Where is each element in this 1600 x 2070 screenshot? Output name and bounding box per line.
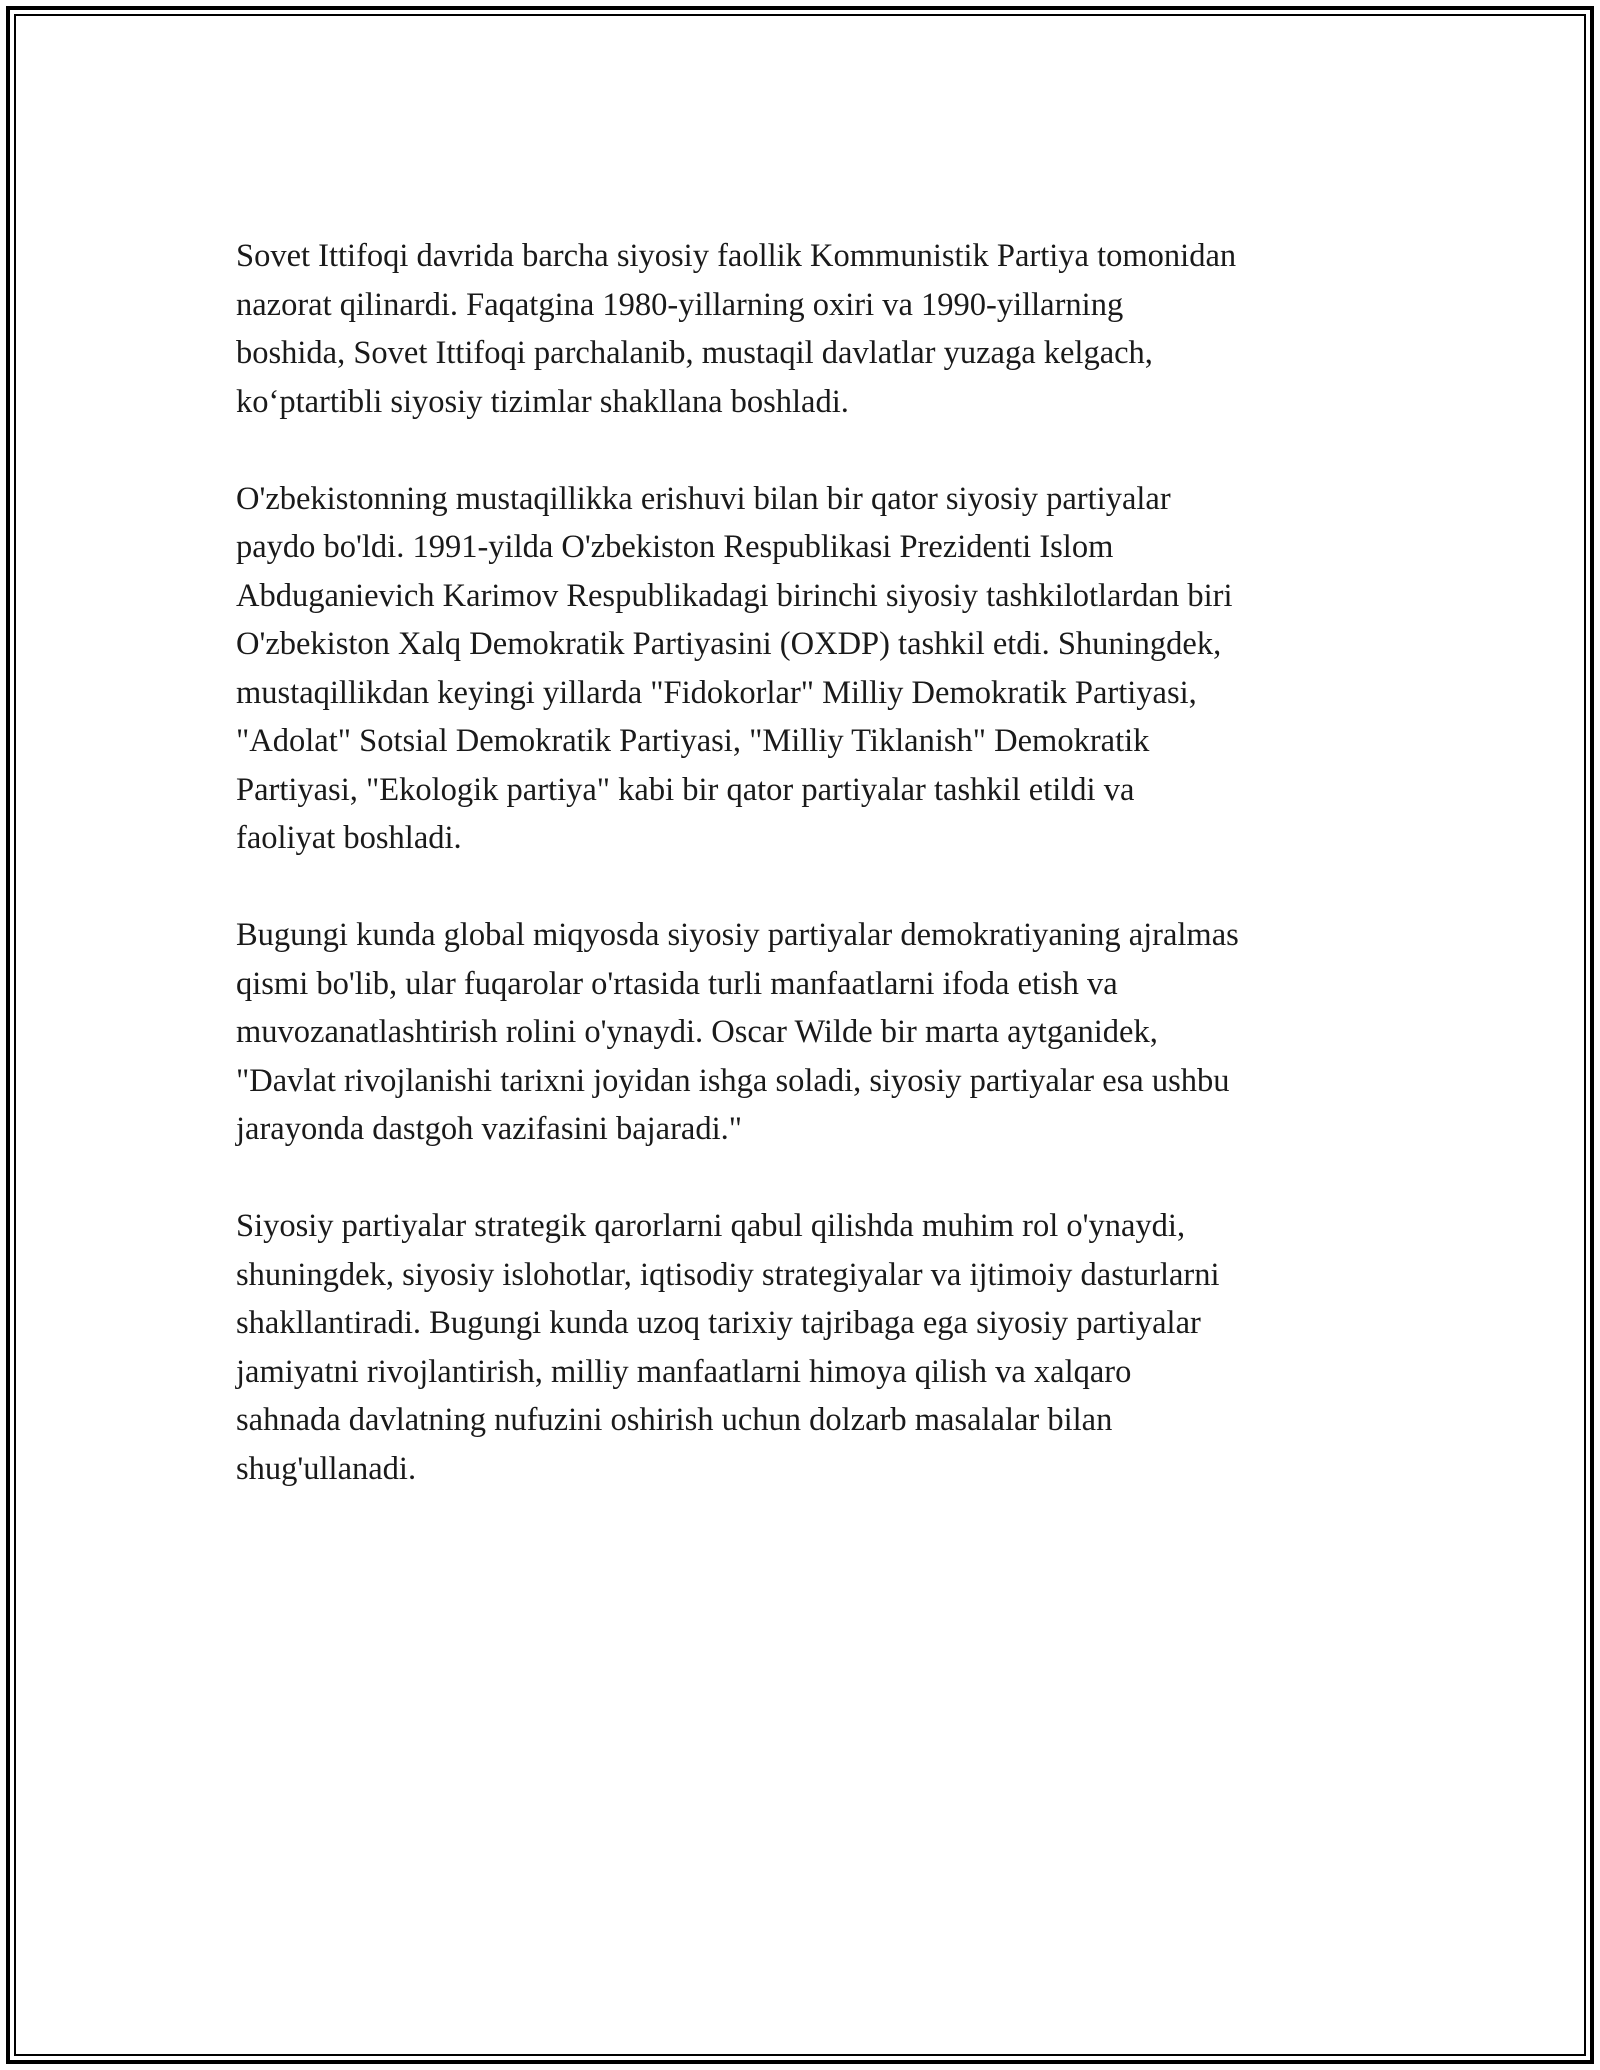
text-line: paydo bo'ldi. 1991-yilda O'zbekiston Respublikasi Prezidenti Islom: [236, 529, 1114, 565]
text-line: nazorat qilinardi. Faqatgina 1980-yillarning oxiri va 1990-yillarning: [236, 286, 1124, 323]
text-line: shuningdek, siyosiy islohotlar, iqtisodiy strategiyalar va ijtimoiy dasturlarni: [236, 1256, 1220, 1293]
text-line: jamiyatni rivojlantirish, milliy manfaatlarni himoya qilish va xalqaro: [236, 1353, 1132, 1390]
paragraph-independence-parties: [236, 475, 1376, 863]
text-line: mustaqillikdan keyingi yillarda "Fidokorlar" Milliy Demokratik Partiyasi,: [236, 674, 1197, 711]
paragraph-strategic-decisions: [236, 1202, 1376, 1493]
text-line: Abduganievich Karimov Respublikadagi birinchi siyosiy tashkilotlardan biri: [236, 577, 1233, 614]
text-line: Partiyasi, "Ekologik partiya" kabi bir qator partiyalar tashkil etildi va: [236, 771, 1135, 808]
text-line: "Adolat" Sotsial Demokratik Partiyasi, "Milliy Tiklanish" Demokratik: [236, 723, 1150, 759]
text-line: O'zbekistonning mustaqillikka erishuvi bilan bir qator siyosiy partiyalar: [236, 480, 1171, 517]
text-line: faoliyat boshladi.: [236, 820, 462, 856]
text-line: O'zbekiston Xalq Demokratik Partiyasini (OXDP) tashkil etdi. Shuningdek,: [236, 626, 1222, 662]
text-line: Bugungi kunda global miqyosda siyosiy partiyalar demokratiyaning ajralmas: [236, 917, 1239, 953]
text-line: "Davlat rivojlanishi tarixni joyidan ishga soladi, siyosiy partiyalar esa ushbu: [236, 1062, 1230, 1099]
text-line: muvozanatlashtirish rolini o'ynaydi. Oscar Wilde bir marta aytganidek,: [236, 1014, 1158, 1050]
text-line: sahnada davlatning nufuzini oshirish uchun dolzarb masalalar bilan: [236, 1402, 1113, 1438]
text-line: qismi bo'lib, ular fuqarolar o'rtasida turli manfaatlarni ifoda etish va: [236, 965, 1118, 1002]
text-line: shakllantiradi. Bugungi kunda uzoq tarixiy tajribaga ega siyosiy partiyalar: [236, 1305, 1201, 1341]
paragraph-soviet-era: [236, 232, 1376, 426]
text-line: ko‘ptartibli siyosiy tizimlar shakllana boshladi.: [236, 383, 849, 420]
text-line: shug'ullanadi.: [236, 1450, 417, 1487]
text-line: Siyosiy partiyalar strategik qarorlarni qabul qilishda muhim rol o'ynaydi,: [236, 1208, 1186, 1244]
text-line: Sovet Ittifoqi davrida barcha siyosiy faollik Kommunistik Partiya tomonidan: [236, 238, 1237, 274]
document-body: [236, 232, 1376, 1542]
paragraph-global-role: [236, 911, 1376, 1154]
text-line: boshida, Sovet Ittifoqi parchalanib, mustaqil davlatlar yuzaga kelgach,: [236, 335, 1153, 371]
text-line: jarayonda dastgoh vazifasini bajaradi.": [236, 1111, 742, 1147]
